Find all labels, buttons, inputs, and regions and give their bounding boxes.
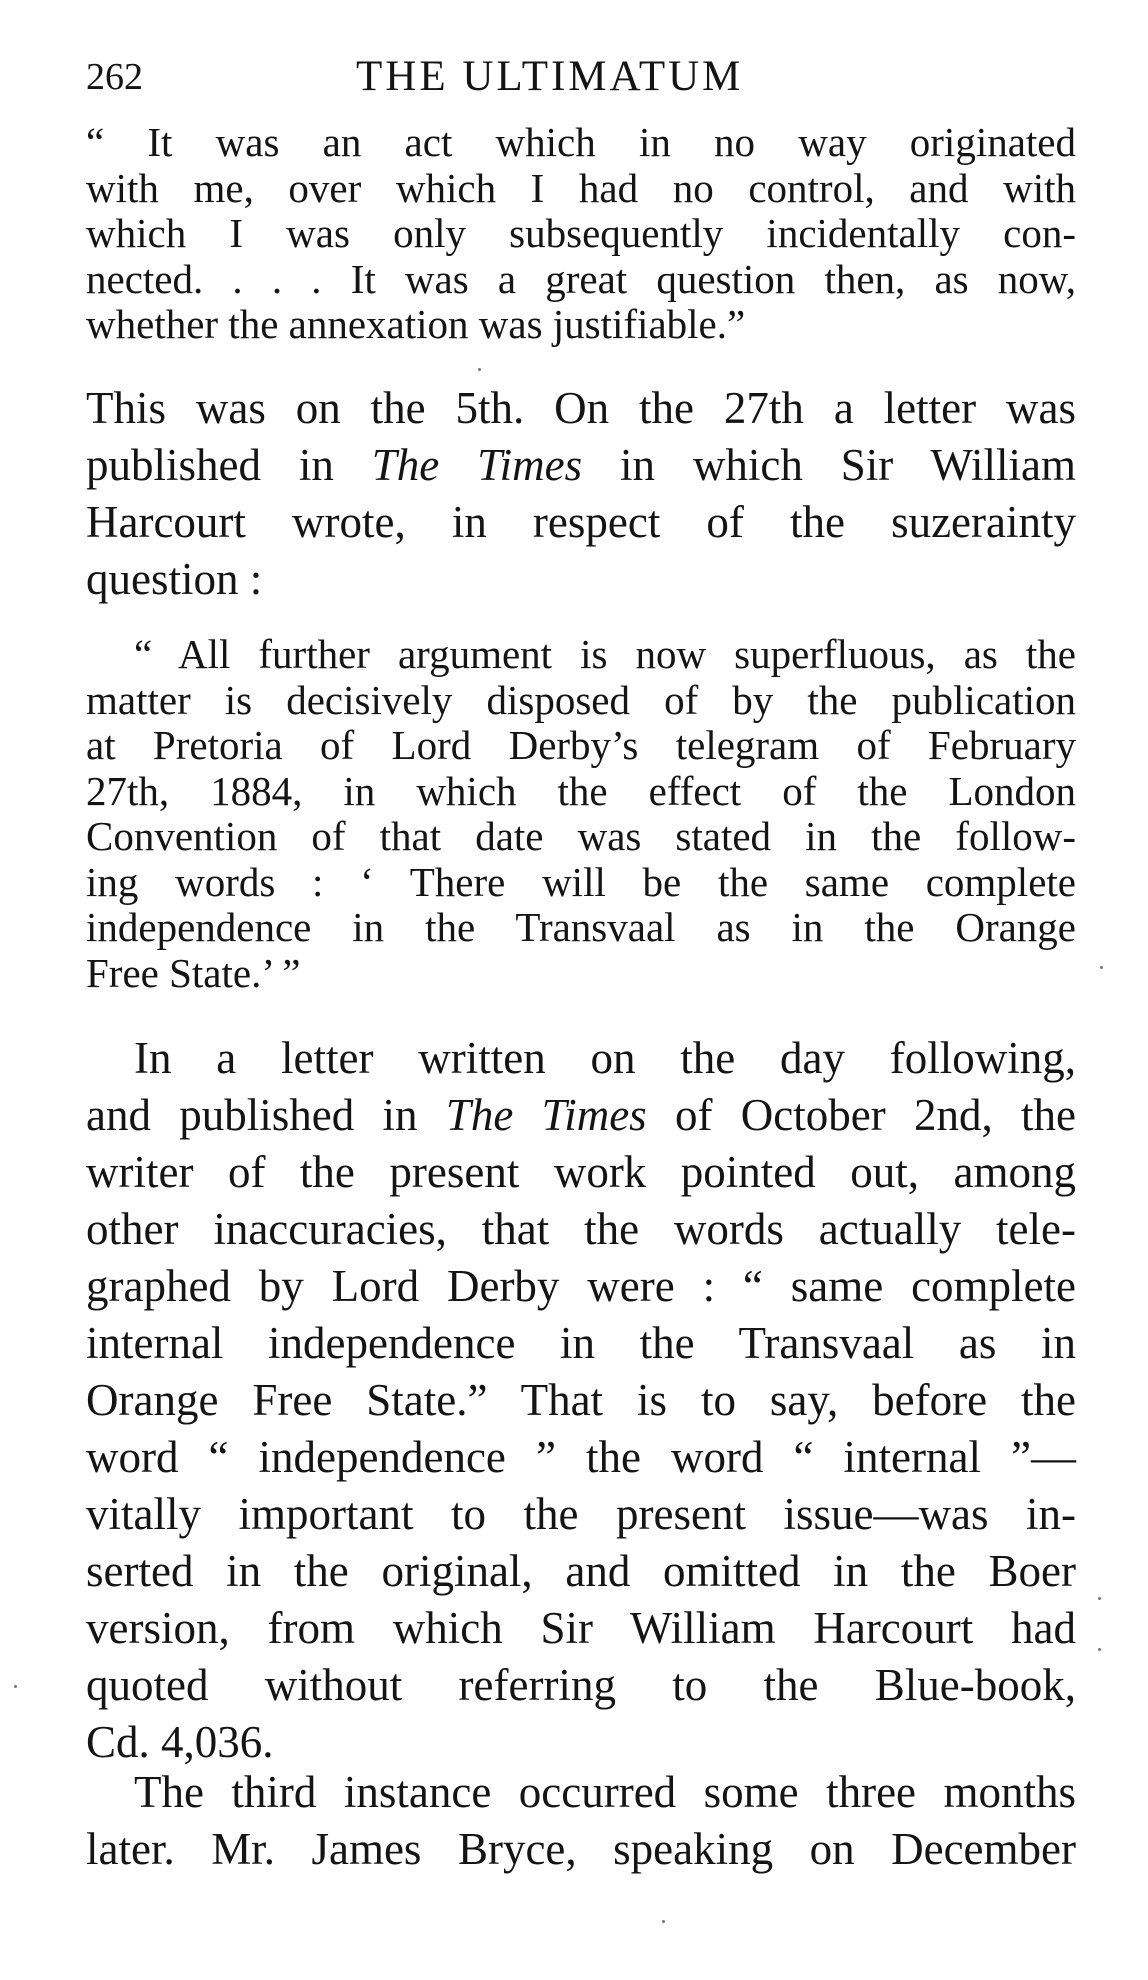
- paragraph-1: [86, 380, 1076, 608]
- running-title: THE ULTIMATUM: [356, 53, 744, 100]
- text-line: vitally important to the present issue—was in-: [86, 1489, 1076, 1539]
- scan-speck: [1098, 1648, 1101, 1651]
- paragraph-3: [86, 1764, 1076, 1878]
- block-quote-1: [86, 120, 1076, 348]
- text-line: published in The Times in which Sir William: [86, 440, 1076, 490]
- text-line: Orange Free State.” That is to say, before the: [86, 1375, 1076, 1425]
- text-line: internal independence in the Transvaal as in: [86, 1318, 1076, 1368]
- newspaper-title: The Times: [445, 1090, 647, 1140]
- text-line: Free State.’ ”: [86, 949, 301, 996]
- scan-speck: [14, 1685, 17, 1688]
- text-line: which I was only subsequently incidentally con-: [86, 210, 1076, 256]
- block-quote-2: [86, 632, 1076, 996]
- text-line: graphed by Lord Derby were : “ same complete: [86, 1261, 1076, 1311]
- newspaper-title: The Times: [371, 440, 583, 490]
- text-line: independence in the Transvaal as in the Orange: [86, 904, 1076, 950]
- paragraph-2: [86, 1030, 1076, 1771]
- scan-speck: [1098, 1597, 1101, 1600]
- text-line: “ All further argument is now superfluous, as the: [134, 631, 1076, 677]
- text-line: 27th, 1884, in which the effect of the London: [86, 767, 1076, 814]
- text-line: ing words : ‘ There will be the same complete: [86, 858, 1076, 905]
- running-head: [86, 52, 1076, 102]
- text-line: The third instance occurred some three months: [134, 1767, 1076, 1817]
- text-line: and published in The Times of October 2nd, the: [86, 1090, 1077, 1140]
- text-line: Harcourt wrote, in respect of the suzerainty: [86, 497, 1076, 547]
- text-line: at Pretoria of Lord Derby’s telegram of February: [86, 722, 1076, 768]
- text-line: quoted without referring to the Blue-book,: [86, 1660, 1076, 1710]
- text-line: whether the annexation was justifiable.”: [86, 301, 746, 347]
- text-line: “ It was an act which in no way originated: [86, 119, 1076, 165]
- scan-speck: [1100, 966, 1103, 969]
- text-line: This was on the 5th. On the 27th a letter was: [86, 383, 1076, 433]
- text-line: version, from which Sir William Harcourt had: [86, 1603, 1076, 1653]
- scan-speck: [662, 1920, 665, 1923]
- page-number: 262: [86, 56, 143, 98]
- text-line: word “ independence ” the word “ internal ”—: [86, 1432, 1076, 1482]
- text-line: matter is decisively disposed of by the publication: [86, 676, 1076, 723]
- text-line: other inaccuracies, that the words actually tele-: [86, 1204, 1076, 1254]
- text-line: Convention of that date was stated in the follow-: [86, 813, 1076, 859]
- text-line: question :: [86, 554, 263, 604]
- scan-speck: [478, 368, 481, 371]
- text-line: with me, over which I had no control, and with: [86, 164, 1076, 211]
- text-line: Cd. 4,036.: [86, 1717, 274, 1767]
- text-line: writer of the present work pointed out, among: [86, 1147, 1076, 1197]
- text-line: In a letter written on the day following,: [134, 1033, 1076, 1083]
- text-line: later. Mr. James Bryce, speaking on December: [86, 1824, 1076, 1874]
- text-line: serted in the original, and omitted in the Boer: [86, 1546, 1076, 1596]
- text-line: nected. . . . It was a great question then, as now,: [86, 255, 1076, 302]
